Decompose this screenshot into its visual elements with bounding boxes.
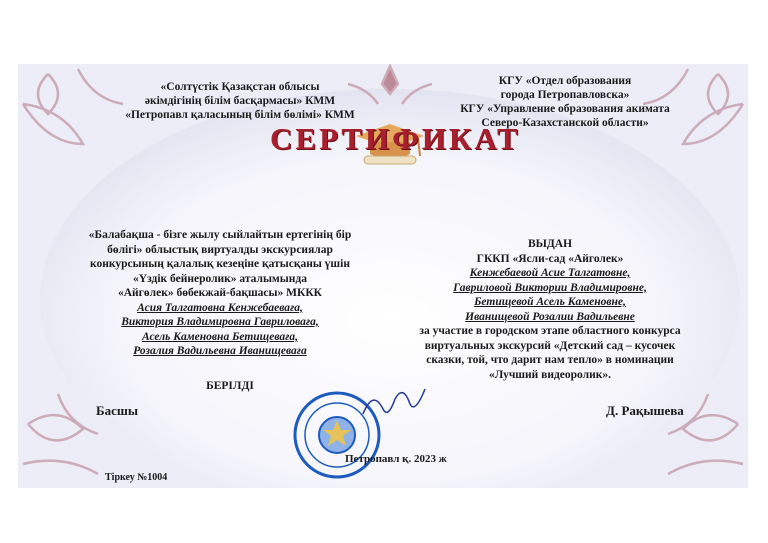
left-block	[70, 228, 370, 359]
header-right-line: КГУ «Управление образования акимата	[460, 103, 670, 115]
left-text-line: бөлігі» облыстық виртуалды экскурсиялар	[107, 243, 333, 256]
left-recipient-name: Розалия Вадильевна Иванищеваға	[133, 345, 307, 357]
left-text-line: «Айгөлек» бөбекжай-бақшасы» МККК	[118, 287, 322, 299]
right-text-line: за участие в городском этапе областного конкурса	[419, 325, 681, 337]
left-text-line: «Үздік бейнеролик» аталымында	[133, 272, 307, 285]
right-text-line: сказки, той, что дарит нам тепло» в номинации	[426, 354, 674, 366]
left-text-line: «Балабақша - бізге жылу сыйлайтын ертегінің бір	[88, 229, 352, 241]
right-recipient-name: Кенжебаевой Асие Талгатовне,	[469, 267, 631, 279]
right-text-line: «Лучший видеоролик».	[489, 368, 611, 381]
header-left-line: «Петропавл қаласының білім бөлімі» КММ	[125, 109, 355, 121]
right-org: ГККП «Ясли-сад «Айголек»	[476, 252, 624, 265]
header-right-line: КГУ «Отдел образования	[498, 75, 632, 87]
certificate-title: СЕРТИФИКАТ	[270, 121, 521, 156]
right-recipient-name: Бетищевой Асель Каменовне,	[474, 296, 626, 308]
left-text-line: конкурсының қалалық кезеңіне қатысқаны үшін	[90, 258, 350, 270]
right-text-line: виртуальных экскурсий «Детский сад – кусочек	[424, 339, 676, 352]
right-block	[395, 237, 705, 382]
signature-left-title: Басшы	[96, 403, 138, 418]
left-issued: БЕРІЛДІ	[206, 380, 254, 392]
header-right-line: города Петропавловска»	[500, 89, 630, 101]
header-right-line: Северо-Казахстанской области»	[481, 117, 649, 129]
signature-right-name: Д. Рақышева	[606, 403, 684, 418]
place-date: Петропавл қ. 2023 ж	[345, 453, 447, 465]
left-recipient-name: Виктория Владимировна Гавриловаға,	[121, 316, 319, 328]
registration-number: Тіркеу №1004	[105, 472, 168, 483]
right-recipient-name: Гавриловой Виктории Владимировне,	[453, 281, 647, 294]
header-left-line: «Солтүстік Қазақстан облысы	[160, 81, 320, 93]
left-recipient-name: Асия Талгатовна Кенжебаеваға,	[137, 301, 303, 314]
header-left-line: әкімдігінің білім басқармасы» КММ	[144, 95, 336, 107]
signature	[358, 384, 428, 424]
right-recipient-name: Иванищевой Розалии Вадильевне	[465, 310, 635, 323]
header-left	[120, 80, 360, 122]
right-issued: ВЫДАН	[527, 238, 573, 250]
left-recipient-name: Асель Каменовна Бетищеваға,	[141, 330, 299, 343]
